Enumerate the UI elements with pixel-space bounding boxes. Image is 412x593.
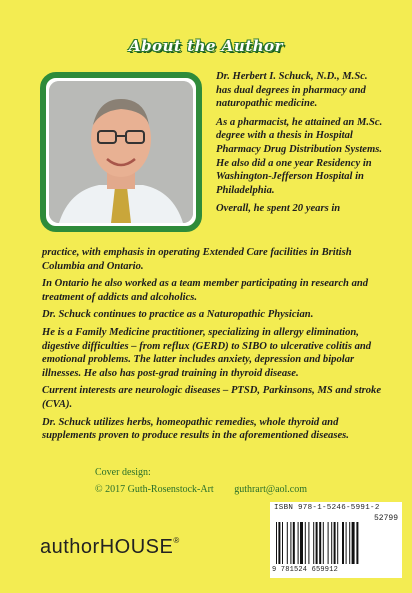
bio-paragraph: Overall, he spent 20 years in bbox=[216, 203, 341, 215]
bio-paragraph: In Ontario he also worked as a team member participating in research and treatment of addicts and alcoholics. bbox=[42, 278, 369, 303]
bio-paragraph: Dr. Schuck continues to practice as a Naturopathic Physician. bbox=[42, 309, 314, 321]
price-code: 52799 bbox=[373, 514, 398, 523]
author-photo bbox=[49, 81, 193, 223]
barcode-bars bbox=[276, 522, 396, 566]
publisher-logo-text: authorHOUSE bbox=[40, 536, 174, 558]
barcode-digits: 9 781524 659912 bbox=[272, 566, 339, 574]
bio-paragraph: As a pharmacist, he attained an M.Sc. degree with a thesis in Hospital Pharmacy Drug Distribution Systems. He also did a one year Residency in Washington-Jefferson Hospital in Philadelphia. bbox=[216, 116, 383, 196]
credit-line: © 2017 Guth-Rosenstock-Art bbox=[95, 484, 214, 495]
bio-full-width bbox=[42, 246, 384, 447]
bio-side-column bbox=[216, 70, 384, 221]
credit-email: guthrart@aol.com bbox=[234, 484, 308, 495]
bio-paragraph: Dr. Herbert I. Schuck, N.D., M.Sc. has dual degrees in pharmacy and naturopathic medicine. bbox=[216, 71, 368, 110]
publisher-logo bbox=[40, 536, 180, 559]
cover-design-credit bbox=[95, 464, 307, 498]
bio-paragraph: Current interests are neurologic diseases – PTSD, Parkinsons, MS and stroke (CVA). bbox=[42, 385, 382, 410]
isbn-text: ISBN 978-1-5246-5991-2 bbox=[274, 504, 380, 512]
registered-mark: ® bbox=[173, 536, 180, 545]
about-title: About the Author bbox=[128, 37, 284, 55]
credit-label: Cover design: bbox=[95, 467, 151, 478]
bio-paragraph: He is a Family Medicine practitioner, specializing in allergy elimination, digestive difficulties – from reflux (GERD) to SIBO to ulcerative colitis and emotional problems. The latter includes anxiety, depression and bipolar illnesses. He also has post-grad training in thyroid disease. bbox=[42, 326, 372, 379]
bio-paragraph: practice, with emphasis in operating Extended Care facilities in British Columbia and Ontario. bbox=[42, 247, 352, 272]
author-photo-frame bbox=[40, 72, 202, 232]
bio-paragraph: Dr. Schuck utilizes herbs, homeopathic remedies, whole thyroid and supplements proven to produce results in the aforementioned diseases. bbox=[42, 416, 349, 442]
isbn-barcode bbox=[270, 502, 402, 578]
